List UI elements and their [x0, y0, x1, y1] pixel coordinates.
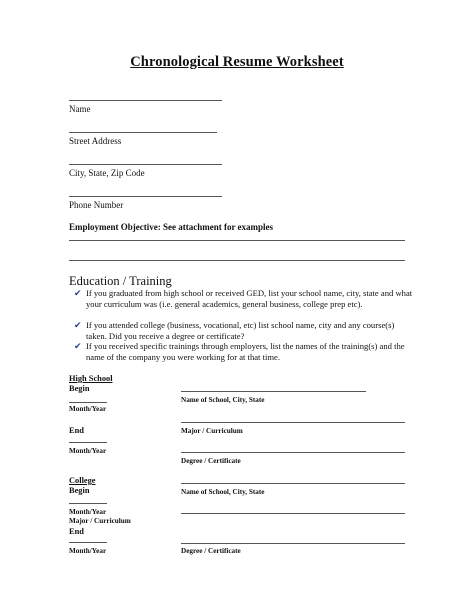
name-line[interactable] [69, 100, 222, 101]
education-heading: Education / Training [69, 274, 172, 288]
college-major-line[interactable] [181, 513, 405, 514]
college-end-month-year: Month/Year [69, 547, 107, 555]
education-bullet-2-text: If you attended college (business, vocational, etc) list school name, city and any course(s) taken. Did you receive a degree or certificate? [86, 320, 395, 341]
college-degree-label: Degree / Certificate [181, 547, 241, 555]
education-bullet-3 [74, 341, 416, 362]
objective-line-1[interactable] [69, 240, 405, 241]
hs-end-label: End [69, 426, 84, 435]
hs-end-date-line[interactable] [69, 442, 107, 443]
checkmark-icon: ✔ [74, 341, 82, 351]
college-begin-date-line[interactable] [69, 503, 107, 504]
checkmark-icon: ✔ [74, 288, 82, 298]
college-heading: College [69, 476, 96, 485]
hs-begin-label: Begin [69, 384, 90, 393]
phone-number-label: Phone Number [69, 200, 124, 210]
street-address-line[interactable] [69, 132, 217, 133]
college-begin-label: Begin [69, 486, 90, 495]
hs-begin-month-year: Month/Year [69, 405, 107, 413]
hs-major-label: Major / Curriculum [181, 427, 243, 435]
college-begin-month-year: Month/Year [69, 508, 107, 516]
college-end-date-line[interactable] [69, 542, 107, 543]
phone-number-line[interactable] [69, 196, 222, 197]
high-school-heading: High School [69, 374, 113, 383]
hs-major-line[interactable] [181, 422, 405, 423]
college-end-label: End [69, 527, 84, 536]
objective-label: Employment Objective: See attachment for examples [69, 222, 274, 232]
objective-line-2[interactable] [69, 260, 405, 261]
hs-begin-date-line[interactable] [69, 402, 107, 403]
education-bullet-2 [74, 320, 416, 341]
checkmark-icon: ✔ [74, 320, 82, 330]
college-major-label: Major / Curriculum [69, 517, 131, 525]
college-school-label: Name of School, City, State [181, 488, 265, 496]
education-bullet-3-text: If you received specific trainings through employers, list the names of the training(s) and the name of the company you were working for at that time. [86, 341, 405, 362]
hs-end-month-year: Month/Year [69, 447, 107, 455]
page-title: Chronological Resume Worksheet [130, 54, 344, 70]
hs-school-line[interactable] [181, 391, 366, 392]
city-state-zip-line[interactable] [69, 164, 222, 165]
college-degree-line[interactable] [181, 543, 405, 544]
city-state-zip-label: City, State, Zip Code [69, 168, 145, 178]
education-bullet-1-text: If you graduated from high school or received GED, list your school name, city, state and what your curriculum was (i.e. general academics, general business, college prep etc). [86, 288, 413, 309]
street-address-label: Street Address [69, 136, 122, 146]
hs-school-label: Name of School, City, State [181, 396, 265, 404]
college-school-line[interactable] [181, 483, 405, 484]
hs-degree-label: Degree / Certificate [181, 457, 241, 465]
education-bullet-1 [74, 288, 416, 309]
name-label: Name [69, 104, 91, 114]
hs-degree-line[interactable] [181, 452, 405, 453]
